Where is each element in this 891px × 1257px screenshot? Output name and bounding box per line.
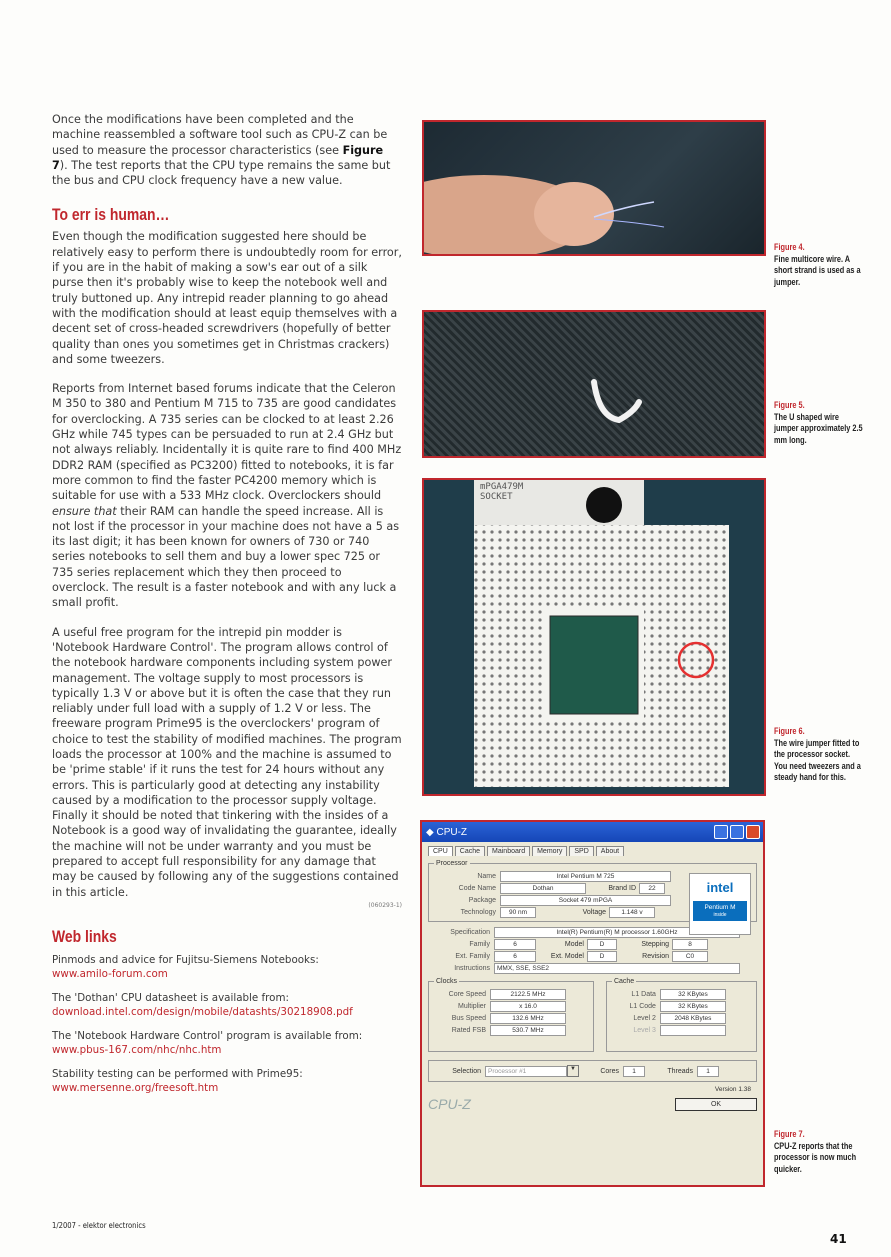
l1-code-value: 32 KBytes <box>660 1001 726 1012</box>
package-value: Socket 479 mPGA <box>500 895 671 906</box>
figure-4-photo <box>422 120 766 256</box>
cache-group <box>606 978 757 1052</box>
level3-label: Level 3 <box>633 1026 656 1034</box>
rated-fsb-label: Rated FSB <box>451 1026 486 1034</box>
stepping-label: Stepping <box>641 940 669 948</box>
maximize-button[interactable] <box>730 825 744 839</box>
paragraph: Finally it should be noted that tinkering with the insides of a Notebook is a good way of invalidating the guarantee, ideally the machine will not be under warranty and you must be prepared to accept full responsibility for any damage that may be caused by following any of the suggestions contained in this article. <box>52 809 399 899</box>
weblink-url[interactable]: www.pbus-167.com/nhc/nhc.htm <box>52 1043 222 1056</box>
ext-family-label: Ext. Family <box>455 952 490 960</box>
selection-bar <box>428 1060 757 1082</box>
voltage-value: 1.148 v <box>609 907 655 918</box>
weblink-url[interactable]: www.amilo-forum.com <box>52 967 168 980</box>
tab-mainboard[interactable]: Mainboard <box>487 846 530 856</box>
cache-legend: Cache <box>613 978 635 985</box>
bus-speed-value: 132.6 MHz <box>490 1013 566 1024</box>
intro-paragraph: Once the modifications have been completed and the machine reassembled a software tool such as CPU-Z can be used to measure the processor characteristics (see Figure 7). The test reports that the CPU type remains the same but the bus and CPU clock frequency have a new value. <box>52 113 391 188</box>
brandid-value: 22 <box>639 883 665 894</box>
level2-label: Level 2 <box>633 1014 656 1022</box>
footer-issue: 1/2007 - elektor electronics <box>52 1221 146 1230</box>
figure-4-caption: Figure 4. Fine multicore wire. A short strand is used as a jumper. <box>774 242 861 287</box>
footer-bar <box>428 1096 757 1112</box>
codename-label: Code Name <box>458 884 496 892</box>
figure-7-caption: Figure 7. CPU-Z reports that the processor is now much quicker. <box>774 1129 857 1174</box>
brandid-label: Brand ID <box>608 884 636 892</box>
intel-text: intel <box>706 880 734 895</box>
l1-code-label: L1 Code <box>629 1002 656 1010</box>
clocks-cache-row <box>422 974 763 1056</box>
weblinks-list <box>52 953 402 1095</box>
processor-legend: Processor <box>436 860 468 867</box>
ext-model-label: Ext. Model <box>550 952 584 960</box>
model-value: D <box>587 939 617 950</box>
technology-value: 90 nm <box>500 907 536 918</box>
name-label: Name <box>477 872 496 880</box>
family-value: 6 <box>494 939 536 950</box>
revision-value: C0 <box>672 951 708 962</box>
revision-label: Revision <box>642 952 669 960</box>
stepping-value: 8 <box>672 939 708 950</box>
bus-speed-label: Bus Speed <box>451 1014 486 1022</box>
weblink-label: Stability testing can be performed with Prime95: <box>52 1067 303 1080</box>
figure-5-photo <box>422 310 766 458</box>
processor-group <box>428 860 757 922</box>
family-label: Family <box>469 940 490 948</box>
article-column <box>52 112 402 1105</box>
processor-select[interactable]: Processor #1 <box>485 1066 567 1077</box>
specification-label: Specification <box>450 928 490 936</box>
paragraph: Even though the modification suggested here should be relatively easy to perform there is undoubtedly room for error, if you are in the habit of making a sow's ear out of a silk purse then it's probably wise to keep the notebook well and truly buttoned up. Any intrepid reader planning to go ahead with the modification should at least equip themselves with a decent set of cross-headed screwdrivers (hopefully of better quality than ones you sometimes get in Christmas crackers) and some tweezers. <box>52 230 402 366</box>
cpuz-app-icon: ◆ <box>426 826 437 838</box>
codename-value: Dothan <box>500 883 586 894</box>
ext-family-value: 6 <box>494 951 536 962</box>
cores-label: Cores <box>600 1067 619 1075</box>
cpuz-window <box>420 820 765 1187</box>
socket-label: mPGA479M SOCKET <box>480 482 524 502</box>
tab-about[interactable]: About <box>596 846 624 856</box>
weblinks-heading: Web links <box>52 926 117 946</box>
u-jumper-image <box>424 312 764 456</box>
tab-cpu[interactable]: CPU <box>428 846 453 856</box>
page-number: 41 <box>830 1232 847 1246</box>
paragraph: Reports from Internet based forums indicate that the Celeron M 350 to 380 and Pentium M 715 to 735 are good candidates for overclocking. A 735 series can be clocked to at least 2.26 GHz while 745 types can be persuaded to run at 2.4 GHz but not always reliably. Incidentally it is quite rare to find 400 MHz DDR2 RAM (specified as PC3200) fitted to notebooks, it is far more common to find the faster PC4200 memory which is suitable for use with a 533 MHz clock. Overclockers should ensure that their RAM can handle the speed increase. All is not lost if the processor in your machine does not have a 5 as its last digit; it has been known for owners of 730 or 740 series notebooks to sell them and buy a lower spec 725 or 735 series replacement which they then proceed to overclock. The result is a faster notebook and with any luck a small profit. <box>52 382 402 610</box>
level3-value <box>660 1025 726 1036</box>
package-label: Package <box>468 896 496 904</box>
specification-value: Intel(R) Pentium(R) M processor 1.60GHz <box>494 927 740 938</box>
weblink-label: Pinmods and advice for Fujitsu-Siemens Notebooks: <box>52 953 319 966</box>
weblink-label: The 'Dothan' CPU datasheet is available from: <box>52 991 289 1004</box>
pentium-badge: Pentium M inside <box>693 901 747 921</box>
l1-data-label: L1 Data <box>631 990 656 998</box>
ext-model-value: D <box>587 951 617 962</box>
cpuz-tabs <box>422 842 763 856</box>
rated-fsb-value: 530.7 MHz <box>490 1025 566 1036</box>
close-button[interactable] <box>746 825 760 839</box>
chevron-down-icon[interactable]: ▼ <box>567 1065 579 1077</box>
finger-wire-image <box>424 122 764 254</box>
figure-5-caption: Figure 5. The U shaped wire jumper approximately 2.5 mm long. <box>774 400 863 445</box>
tab-cache[interactable]: Cache <box>455 846 485 856</box>
voltage-label: Voltage <box>582 908 606 916</box>
technology-label: Technology <box>460 908 496 916</box>
weblink-label: The 'Notebook Hardware Control' program is available from: <box>52 1029 363 1042</box>
multiplier-label: Multiplier <box>457 1002 486 1010</box>
name-value: Intel Pentium M 725 <box>500 871 671 882</box>
figure-6-photo <box>422 478 766 796</box>
core-speed-value: 2122.5 MHz <box>490 989 566 1000</box>
paragraph: A useful free program for the intrepid pin modder is 'Notebook Hardware Control'. The program allows control of the notebook hardware components including system power management. The voltage supply to most processors is typically 1.3 V or above but it is often the case that they run reliably under full load with a supply of 1.2 V or less. The freeware program Prime95 is the overclockers' program of choice to test the stability of modified machines. The program loads the processor at 100% and the machine is assumed to be 'prime stable' if it runs the test for 24 hours without any errors. This is particularly good at detecting any instability caused by a modification to the processor supply voltage. <box>52 625 402 807</box>
tab-memory[interactable]: Memory <box>532 846 567 856</box>
weblink-url[interactable]: download.intel.com/design/mobile/datashts/30218908.pdf <box>52 1005 353 1018</box>
threads-value: 1 <box>697 1066 719 1077</box>
l1-data-value: 32 KBytes <box>660 989 726 1000</box>
version-text: Version 1.38 <box>714 1086 751 1093</box>
reference-code: (060293-1) <box>368 901 402 909</box>
section-heading: To err is human… <box>52 205 170 225</box>
cores-value: 1 <box>623 1066 645 1077</box>
minimize-button[interactable] <box>714 825 728 839</box>
instructions-value: MMX, SSE, SSE2 <box>494 963 740 974</box>
cpuz-titlebar <box>422 822 763 842</box>
intel-logo <box>689 873 751 935</box>
figure-6-caption: Figure 6. The wire jumper fitted to the processor socket. You need tweezers and a steady hand for this. <box>774 726 861 782</box>
window-title: CPU-Z <box>436 826 468 838</box>
clocks-group <box>428 978 594 1052</box>
processor-socket-image <box>424 480 764 794</box>
ok-button[interactable]: OK <box>675 1098 757 1111</box>
core-speed-label: Core Speed <box>448 990 486 998</box>
multiplier-value: x 16.0 <box>490 1001 566 1012</box>
model-label: Model <box>564 940 584 948</box>
selection-label: Selection <box>452 1067 481 1075</box>
level2-value: 2048 KBytes <box>660 1013 726 1024</box>
cpuz-brand: CPU-Z <box>428 1096 471 1112</box>
instructions-label: Instructions <box>454 964 490 972</box>
weblink-url[interactable]: www.mersenne.org/freesoft.htm <box>52 1081 219 1094</box>
clocks-legend: Clocks <box>436 978 458 985</box>
threads-label: Threads <box>667 1067 693 1075</box>
tab-spd[interactable]: SPD <box>569 846 593 856</box>
